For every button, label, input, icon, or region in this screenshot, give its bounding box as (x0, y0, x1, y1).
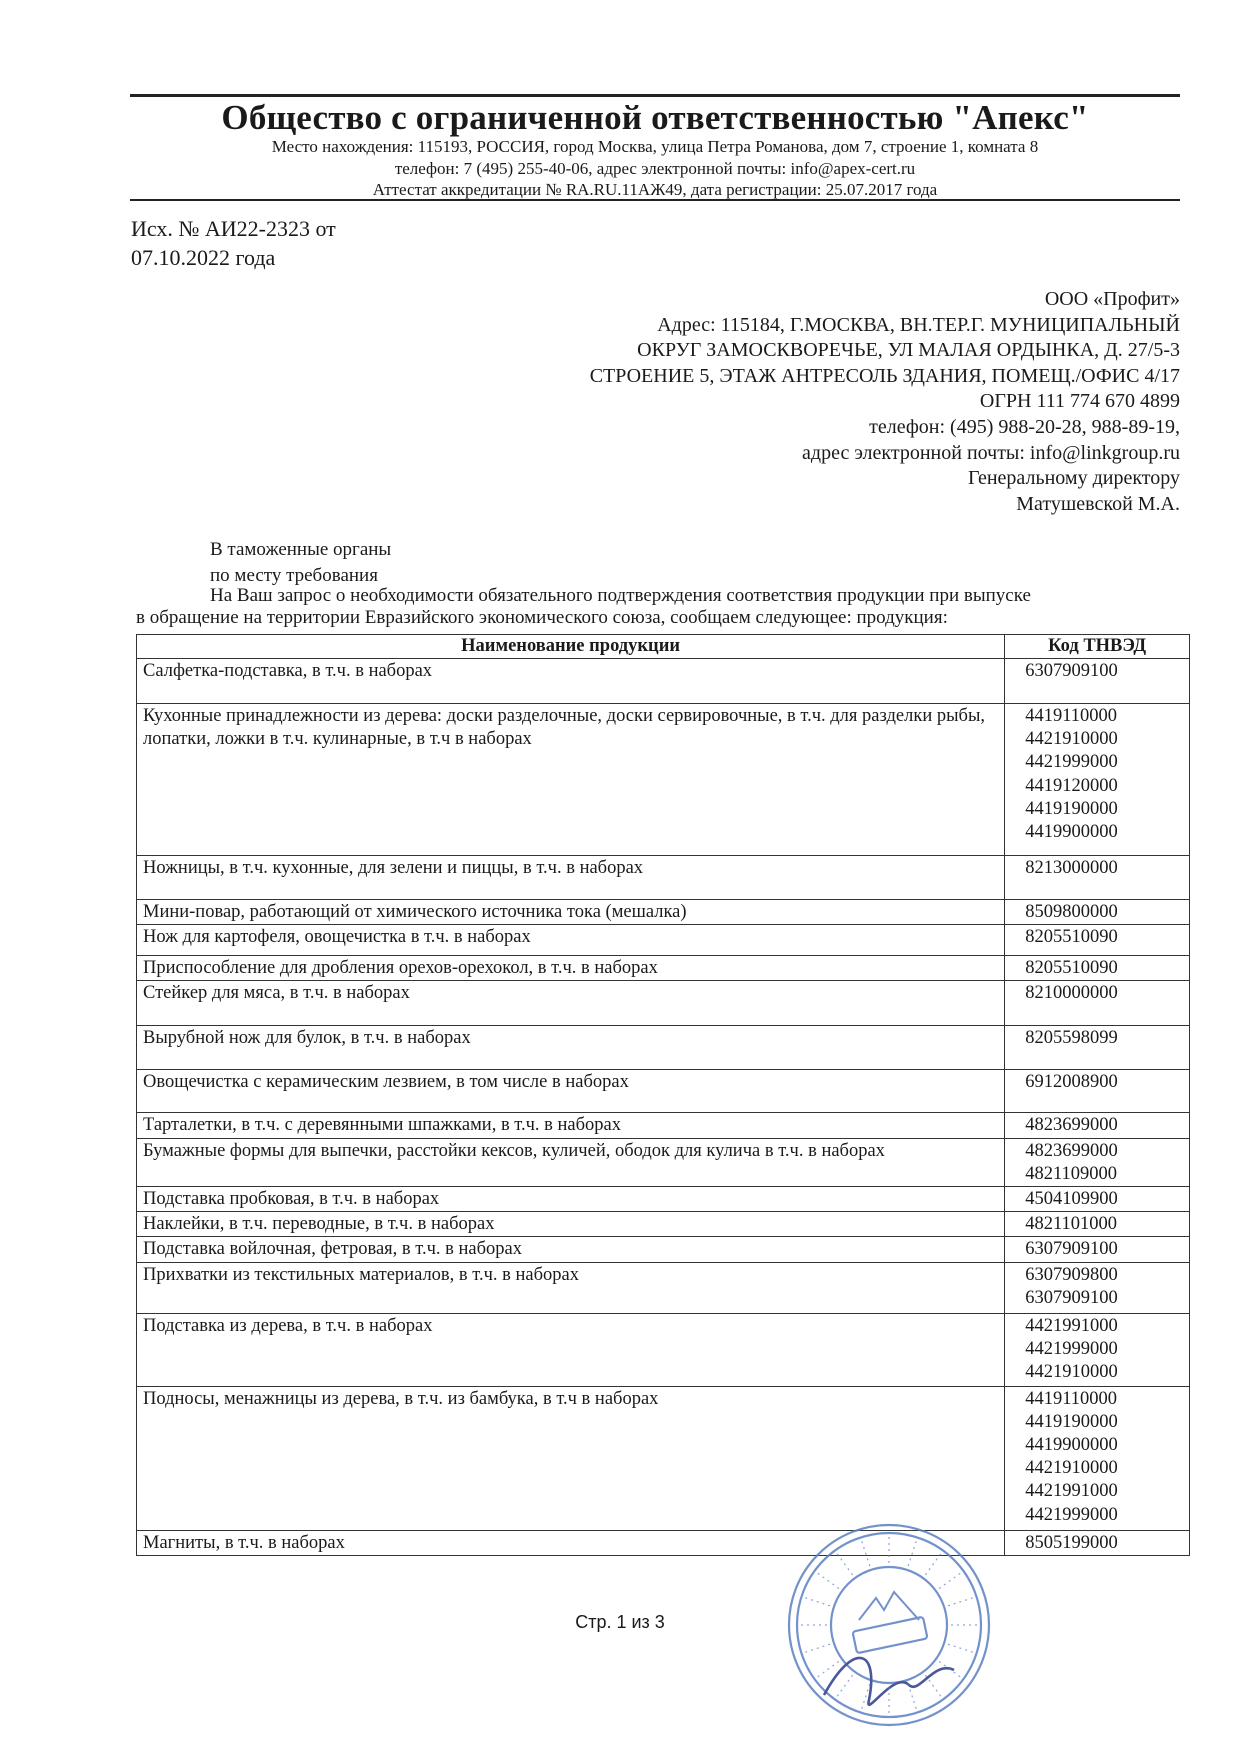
outgoing-number: Исх. № АИ22-2323 от (131, 216, 336, 241)
addressee-line: адрес электронной почты: info@linkgroup.ru (802, 441, 1180, 464)
table-row (137, 981, 1190, 1026)
product-codes (1005, 1138, 1190, 1186)
product-name: Подставка войлочная, фетровая, в т.ч. в наборах (137, 1237, 1005, 1262)
table-row (137, 1313, 1190, 1386)
product-codes (1005, 1070, 1190, 1113)
tnved-code: 4421999000 (1025, 1504, 1118, 1525)
tnved-code: 8205598099 (1025, 1028, 1118, 1049)
product-name: Салфетка-подставка, в т.ч. в наборах (137, 659, 1005, 704)
tnved-code: 4421910000 (1025, 1458, 1118, 1479)
tnved-code: 4419190000 (1025, 798, 1118, 819)
table-row (137, 1262, 1190, 1313)
organization-contacts: телефон: 7 (495) 255-40-06, адрес электронной почты: info@apex-cert.ru (394, 159, 916, 178)
table-row (137, 900, 1190, 925)
column-header-name: Наименование продукции (137, 635, 1005, 659)
product-codes (1005, 1386, 1190, 1530)
tnved-code: 8210000000 (1025, 983, 1118, 1004)
tnved-code: 4419110000 (1025, 1388, 1118, 1409)
table-row (137, 1530, 1190, 1555)
table-row (137, 956, 1190, 981)
addressee-line: Адрес: 115184, Г.МОСКВА, ВН.ТЕР.Г. МУНИЦИПАЛЬНЫЙ (657, 313, 1180, 336)
table-row (137, 856, 1190, 900)
product-codes (1005, 1530, 1190, 1555)
column-header-code: Код ТНВЭД (1005, 635, 1190, 659)
table-row (137, 1212, 1190, 1237)
tnved-code: 8505199000 (1025, 1532, 1118, 1553)
product-codes (1005, 1113, 1190, 1138)
product-name: Овощечистка с керамическим лезвием, в том числе в наборах (137, 1070, 1005, 1113)
table-row (137, 1070, 1190, 1113)
addressee-line: СТРОЕНИЕ 5, ЭТАЖ АНТРЕСОЛЬ ЗДАНИЯ, ПОМЕЩ./ОФИС 4/17 (589, 364, 1180, 387)
tnved-code: 4823699000 (1025, 1115, 1118, 1136)
organization-title: Общество с ограниченной ответственностью "Апекс" (221, 98, 1089, 137)
tnved-code: 4821109000 (1025, 1163, 1118, 1184)
table-row (137, 1113, 1190, 1138)
tnved-code: 6307909100 (1025, 1239, 1118, 1260)
recipient-line: В таможенные органы (210, 539, 392, 560)
tnved-code: 4504109900 (1025, 1189, 1118, 1210)
table-row (137, 704, 1190, 856)
product-codes (1005, 1026, 1190, 1070)
product-name: Кухонные принадлежности из дерева: доски разделочные, доски сервировочные, в т.ч. для разделки рыбы, лопатки, ложки в т.ч. кулинарные, в т.ч в наборах (137, 704, 1005, 856)
letterhead-bottom-rule (130, 199, 1180, 201)
addressee-line: Генеральному директору (967, 467, 1180, 490)
product-name: Мини-повар, работающий от химического источника тока (мешалка) (137, 900, 1005, 925)
product-name: Подставка пробковая, в т.ч. в наборах (137, 1187, 1005, 1212)
company-seal (784, 1520, 994, 1730)
tnved-code: 6307909100 (1025, 661, 1118, 681)
tnved-code: 4421910000 (1025, 1362, 1118, 1383)
product-codes (1005, 1262, 1190, 1313)
organization-address: Место нахождения: 115193, РОССИЯ, город Москва, улица Петра Романова, дом 7, строение 1, комната 8 (271, 137, 1039, 156)
product-name: Наклейки, в т.ч. переводные, в т.ч. в наборах (137, 1212, 1005, 1237)
product-name: Стейкер для мяса, в т.ч. в наборах (137, 981, 1005, 1026)
product-name: Прихватки из текстильных материалов, в т.ч. в наборах (137, 1262, 1005, 1313)
table-row (137, 1187, 1190, 1212)
product-name: Тарталетки, в т.ч. с деревянными шпажками, в т.ч. в наборах (137, 1113, 1005, 1138)
product-name: Вырубной нож для булок, в т.ч. в наборах (137, 1026, 1005, 1070)
outgoing-reference (131, 214, 336, 272)
products-table (136, 634, 1190, 1556)
tnved-code: 4821101000 (1025, 1214, 1118, 1235)
addressee-line: ОГРН 111 774 670 4899 (979, 390, 1180, 413)
addressee-block (480, 287, 1180, 517)
intro-line: На Ваш запрос о необходимости обязательного подтверждения соответствия продукции при выпуске (210, 585, 1031, 606)
product-codes (1005, 900, 1190, 925)
product-codes (1005, 981, 1190, 1026)
product-codes (1005, 956, 1190, 981)
recipient-line: по месту требования (210, 565, 378, 586)
product-codes (1005, 1237, 1190, 1262)
tnved-code: 8205510090 (1025, 958, 1118, 979)
tnved-code: 4421999000 (1025, 752, 1118, 773)
tnved-code: 8205510090 (1025, 927, 1118, 948)
addressee-line: Матушевской М.А. (1016, 492, 1180, 515)
product-name: Ножницы, в т.ч. кухонные, для зелени и пиццы, в т.ч. в наборах (137, 856, 1005, 900)
product-codes (1005, 1212, 1190, 1237)
table-row (137, 1386, 1190, 1530)
table-row (137, 1138, 1190, 1186)
tnved-code: 8509800000 (1025, 902, 1118, 922)
product-codes (1005, 856, 1190, 900)
tnved-code: 8213000000 (1025, 858, 1118, 878)
tnved-code: 4823699000 (1025, 1140, 1118, 1161)
tnved-code: 4419900000 (1025, 1435, 1118, 1456)
tnved-code: 4419190000 (1025, 1411, 1118, 1432)
product-codes (1005, 659, 1190, 704)
product-name: Бумажные формы для выпечки, расстойки кексов, куличей, ободок для кулича в т.ч. в наборах (137, 1138, 1005, 1186)
tnved-code: 4419120000 (1025, 775, 1118, 796)
product-codes (1005, 925, 1190, 956)
product-codes (1005, 1313, 1190, 1386)
addressee-line: ООО «Профит» (1044, 288, 1180, 310)
product-name: Подносы, менажницы из дерева, в т.ч. из бамбука, в т.ч в наборах (137, 1386, 1005, 1530)
product-name: Нож для картофеля, овощечистка в т.ч. в наборах (137, 925, 1005, 956)
table-row (137, 659, 1190, 704)
tnved-code: 6307909100 (1025, 1287, 1118, 1308)
letterhead-top-rule (130, 94, 1180, 97)
tnved-code: 4419900000 (1025, 822, 1118, 843)
addressee-line: ОКРУГ ЗАМОСКВОРЕЧЬЕ, УЛ МАЛАЯ ОРДЫНКА, Д. 27/5-3 (637, 339, 1180, 362)
tnved-code: 4421910000 (1025, 729, 1118, 750)
product-name: Магниты, в т.ч. в наборах (137, 1530, 1005, 1555)
product-codes (1005, 704, 1190, 856)
tnved-code: 4421991000 (1025, 1481, 1118, 1502)
outgoing-date: 07.10.2022 года (131, 245, 276, 270)
accreditation-line: Аттестат аккредитации № RA.RU.11АЖ49, дата регистрации: 25.07.2017 года (372, 180, 938, 199)
table-row (137, 1237, 1190, 1262)
table-row (137, 925, 1190, 956)
table-row (137, 1026, 1190, 1070)
intro-paragraph (136, 585, 1191, 629)
tnved-code: 6307909800 (1025, 1264, 1118, 1285)
addressee-line: телефон: (495) 988-20-28, 988-89-19, (869, 415, 1180, 438)
product-name: Приспособление для дробления орехов-орехокол, в т.ч. в наборах (137, 956, 1005, 981)
tnved-code: 4421999000 (1025, 1338, 1118, 1359)
tnved-code: 4421991000 (1025, 1315, 1118, 1336)
page-number: Стр. 1 из 3 (575, 1612, 665, 1632)
product-codes (1005, 1187, 1190, 1212)
intro-line: в обращение на территории Евразийского экономического союза, сообщаем следующее: продукция: (136, 607, 948, 628)
tnved-code: 6912008900 (1025, 1072, 1118, 1093)
table-header-row (137, 635, 1190, 659)
recipient-block (210, 537, 391, 589)
tnved-code: 4419110000 (1025, 706, 1118, 726)
product-name: Подставка из дерева, в т.ч. в наборах (137, 1313, 1005, 1386)
